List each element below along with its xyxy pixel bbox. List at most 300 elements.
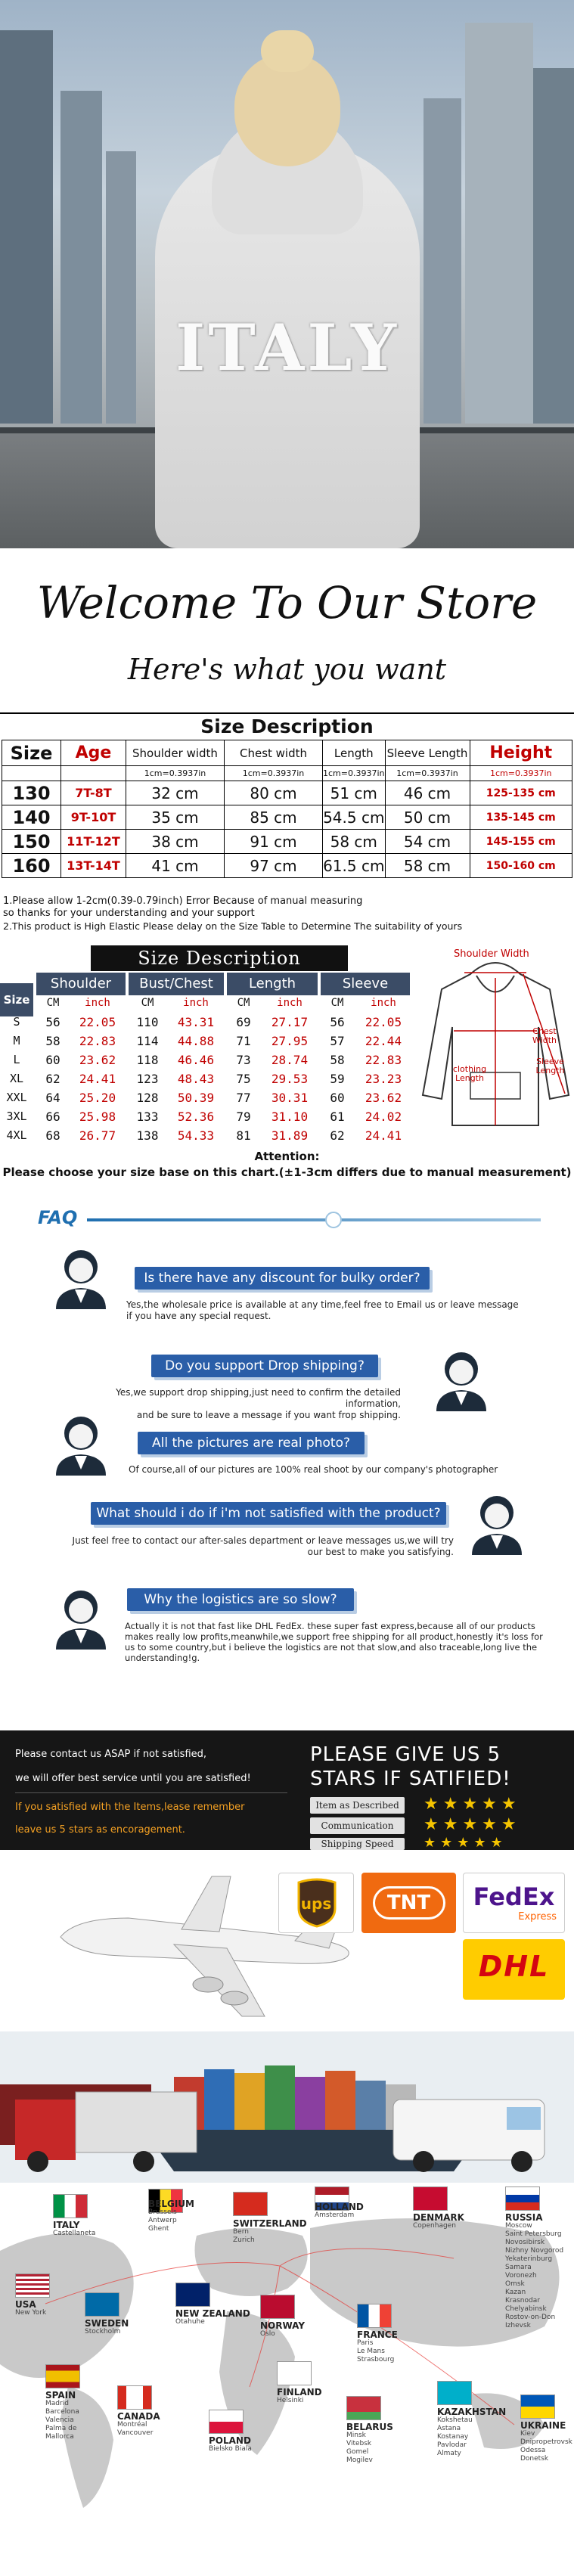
- cell-chest-cm: 114: [136, 1034, 159, 1048]
- cell-shoulder-inch: 26.77: [79, 1128, 116, 1143]
- cell-chest-inch: 48.43: [177, 1072, 215, 1086]
- city-name: New York: [15, 2309, 47, 2317]
- cell-chest-inch: 52.36: [177, 1110, 215, 1124]
- city-name: Bielsko Biala: [209, 2445, 252, 2453]
- city-name: Rostov-on-Don: [505, 2314, 556, 2321]
- country-norway: [260, 2321, 305, 2339]
- size-table-2: [0, 944, 574, 1193]
- country-name: ITALY: [53, 2220, 80, 2230]
- faq-title: FAQ: [38, 1207, 78, 1228]
- cell-length-inch: 28.74: [271, 1053, 309, 1067]
- cell-sleeve-cm: 59: [330, 1072, 345, 1086]
- city-name: Bern: [233, 2228, 249, 2236]
- cell-shoulder: 32 cm: [126, 781, 225, 805]
- city-name: Otahuhe: [175, 2318, 205, 2326]
- cell-length-inch: 31.89: [271, 1128, 309, 1143]
- cell-sleeve-inch: 22.44: [365, 1034, 402, 1048]
- city-name: Kokshetau: [437, 2416, 473, 2424]
- country-canada: [117, 2412, 160, 2438]
- table-row: [2, 854, 572, 878]
- city-name: Saint Petersburg: [505, 2230, 562, 2238]
- cell-chest-cm: 138: [136, 1128, 159, 1143]
- city-name: Samara: [505, 2264, 532, 2271]
- stars-headline: [310, 1743, 567, 1791]
- cell-sleeve: 50 cm: [385, 805, 470, 830]
- faq-answer-4: [45, 1535, 454, 1558]
- cell-age: 11T-12T: [61, 830, 126, 854]
- diagram-length-label: clothing Length: [452, 1064, 487, 1083]
- headline-line: STARS IF SATIFIED!: [310, 1768, 511, 1790]
- answer-line: Just feel free to contact our after-sales department or leave messages us,we will try: [72, 1535, 454, 1546]
- hero-image: [0, 0, 574, 548]
- header-shoulder: Shoulder: [36, 973, 126, 995]
- city-name: Dnipropetrovsk: [520, 2438, 572, 2446]
- city-name: Helsinki: [277, 2397, 304, 2404]
- cell-shoulder-cm: 60: [45, 1053, 61, 1067]
- answer-line: our best to make you satisfying.: [307, 1547, 454, 1557]
- faq-question-5: Why the logistics are so slow?: [127, 1588, 354, 1611]
- header-chest: Chest width: [225, 740, 323, 766]
- cell-shoulder-inch: 25.98: [79, 1110, 116, 1124]
- cell-size: XXL: [6, 1091, 27, 1104]
- faq-question-4: What should i do if i'm not satisfied with the product?: [91, 1502, 446, 1525]
- faq-answer-5: [125, 1621, 543, 1663]
- unit-inch: inch: [85, 997, 110, 1009]
- city-name: Yekaterinburg: [505, 2255, 553, 2263]
- fedex-express-text: Express: [518, 1911, 557, 1923]
- country-denmark: [413, 2213, 464, 2230]
- cell-age: 13T-14T: [61, 854, 126, 878]
- cell-shoulder: 38 cm: [126, 830, 225, 854]
- hoodie-print: ITALY: [175, 310, 400, 385]
- city-name: Nizhny Novgorod: [505, 2247, 564, 2255]
- ukraine-flag-icon: [520, 2394, 555, 2419]
- sweden-flag-icon: [85, 2292, 119, 2317]
- poland-flag-icon: [209, 2410, 244, 2434]
- size-table-1-title: Size Description: [200, 715, 374, 737]
- cell-height: 150-160 cm: [470, 854, 572, 878]
- cell-age: 9T-10T: [61, 805, 126, 830]
- cell-sleeve-cm: 58: [330, 1053, 345, 1067]
- cell-sleeve-inch: 24.02: [365, 1110, 402, 1124]
- rating-label: Shipping Speed: [310, 1838, 405, 1850]
- faq-divider-knob: [325, 1212, 342, 1228]
- city-name: Stockholm: [85, 2328, 121, 2335]
- cell-sleeve-inch: 22.05: [365, 1015, 402, 1029]
- city-name: Valencia: [45, 2416, 74, 2424]
- italy-flag-icon: [53, 2194, 88, 2218]
- cell-sleeve-inch: 23.23: [365, 1072, 402, 1086]
- cell-sleeve: 46 cm: [385, 781, 470, 805]
- country-name: FRANCE: [357, 2329, 398, 2340]
- table-row: [0, 1089, 416, 1107]
- support-agent-icon: [47, 1583, 115, 1651]
- star-icon: ★★★★★: [424, 1795, 521, 1814]
- kazakhstan-flag-icon: [437, 2381, 472, 2405]
- cell-length-cm: 69: [236, 1015, 251, 1029]
- cell-length-cm: 75: [236, 1072, 251, 1086]
- cell-chest-inch: 43.31: [177, 1015, 215, 1029]
- country-belarus: [346, 2422, 393, 2465]
- city-name: Amsterdam: [315, 2211, 355, 2219]
- country-russia: [505, 2213, 563, 2330]
- cell-shoulder-inch: 25.20: [79, 1091, 116, 1105]
- cell-shoulder-cm: 66: [45, 1110, 61, 1124]
- faq-question-1: Is there have any discount for bulky order?: [135, 1267, 430, 1290]
- support-agent-icon: [427, 1345, 495, 1413]
- cell-sleeve-cm: 62: [330, 1128, 345, 1143]
- support-agent-icon: [463, 1488, 531, 1556]
- cell-chest-cm: 133: [136, 1110, 159, 1124]
- faq-question-3: All the pictures are real photo?: [138, 1432, 365, 1454]
- belarus-flag-icon: [346, 2396, 381, 2420]
- country-name: HOLLAND: [315, 2202, 364, 2212]
- country-name: FINLAND: [277, 2387, 322, 2398]
- header-sleeve: Sleeve Length: [385, 740, 470, 766]
- answer-line: and be sure to leave a message if you want frop shipping.: [136, 1410, 401, 1420]
- country-new-zealand: [175, 2309, 250, 2326]
- city-name: Madrid: [45, 2400, 69, 2407]
- diagram-shoulder-label: Shoulder Width: [454, 948, 529, 960]
- diagram-sleeve-label: Sleeve Length: [535, 1057, 565, 1075]
- cell-chest: 97 cm: [225, 854, 323, 878]
- cell-height: 145-155 cm: [470, 830, 572, 854]
- cell-shoulder-inch: 23.62: [79, 1053, 116, 1067]
- cell-length-cm: 77: [236, 1091, 251, 1105]
- cell-shoulder-cm: 56: [45, 1015, 61, 1029]
- city-name: Donetsk: [520, 2455, 549, 2463]
- cell-length-cm: 73: [236, 1053, 251, 1067]
- table-row: [0, 1013, 416, 1032]
- unit-cell: [2, 766, 61, 781]
- table-row: [0, 1108, 416, 1126]
- cell-length: 58 cm: [323, 830, 386, 854]
- city-name: Novosibirsk: [505, 2239, 545, 2246]
- cell-shoulder-cm: 68: [45, 1128, 61, 1143]
- country-name: BELARUS: [346, 2422, 393, 2432]
- header-sleeve: Sleeve: [321, 973, 410, 995]
- cell-chest-inch: 54.33: [177, 1128, 215, 1143]
- country-name: SWEDEN: [85, 2318, 129, 2329]
- city-name: Palma de: [45, 2425, 77, 2432]
- city-name: Almaty: [437, 2450, 461, 2457]
- country-switzerland: [233, 2219, 307, 2245]
- city-name: Moscow: [505, 2222, 532, 2230]
- cell-size: M: [13, 1034, 20, 1047]
- diagram-chest-label: Chest Width: [532, 1026, 557, 1045]
- city-name: Mogilev: [346, 2457, 373, 2464]
- header-age: Age: [61, 740, 126, 766]
- headline-line: PLEASE GIVE US 5: [310, 1743, 501, 1766]
- faq-section: [0, 1193, 574, 1730]
- city-name: Vancouver: [117, 2429, 154, 2437]
- country-name: DENMARK: [413, 2212, 464, 2223]
- unit-inch: inch: [277, 997, 303, 1009]
- faq-divider: [87, 1218, 541, 1221]
- canada-flag-icon: [117, 2385, 152, 2410]
- country-name: RUSSIA: [505, 2212, 543, 2223]
- size-table-1-grid: [2, 740, 572, 878]
- cell-length: 54.5 cm: [323, 805, 386, 830]
- cell-chest-inch: 46.46: [177, 1053, 215, 1067]
- cell-chest-inch: 50.39: [177, 1091, 215, 1105]
- cell-length: 51 cm: [323, 781, 386, 805]
- cell-chest: 85 cm: [225, 805, 323, 830]
- ups-logo-text: ups: [300, 1895, 332, 1913]
- cell-length-inch: 29.53: [271, 1072, 309, 1086]
- denmark-flag-icon: [413, 2186, 448, 2211]
- unit-cm: CM: [330, 997, 344, 1009]
- size-column-header: Size: [0, 983, 33, 1016]
- country-usa: [15, 2300, 46, 2317]
- city-name: Oslo: [260, 2330, 275, 2338]
- faq-answer-1: [126, 1299, 519, 1322]
- cell-chest-cm: 123: [136, 1072, 159, 1086]
- unit-inch: inch: [183, 997, 209, 1009]
- star-icon: ★★★★★: [424, 1835, 507, 1850]
- city-name: Astana: [437, 2425, 461, 2432]
- country-belgium: [148, 2199, 194, 2233]
- city-name: Ghent: [148, 2225, 169, 2233]
- header-height: Height: [470, 740, 572, 766]
- table-row: [0, 1051, 416, 1069]
- cell-chest-cm: 110: [136, 1015, 159, 1029]
- cell-length-inch: 27.17: [271, 1015, 309, 1029]
- rating-label: Communication: [310, 1817, 405, 1834]
- answer-line: understanding!g.: [125, 1653, 200, 1663]
- cell-shoulder-cm: 58: [45, 1034, 61, 1048]
- new-zealand-flag-icon: [175, 2283, 210, 2307]
- cell-shoulder-inch: 22.05: [79, 1015, 116, 1029]
- cell-sleeve: 54 cm: [385, 830, 470, 854]
- unit-cm: CM: [141, 997, 154, 1009]
- usa-flag-icon: [15, 2273, 50, 2298]
- cell-size: 3XL: [6, 1110, 27, 1123]
- tnt-logo-text: TNT: [373, 1886, 445, 1920]
- star-icon: ★★★★★: [424, 1815, 521, 1834]
- size-note-2: so thanks for your understanding and your support: [3, 908, 255, 919]
- unit-cell: 1cm=0.3937in: [225, 766, 323, 781]
- welcome-title: Welcome To Our Store: [36, 577, 538, 628]
- unit-cell: 1cm=0.3937in: [470, 766, 572, 781]
- encourage-line-1: If you satisfied with the Items,lease remember: [15, 1802, 245, 1813]
- choose-size-note: Please choose your size base on this chart.(±1-3cm differs due to manual measurement): [2, 1165, 572, 1179]
- table-row: [2, 805, 572, 830]
- header-bust-chest: Bust/Chest: [129, 973, 224, 995]
- rating-row: [310, 1817, 537, 1836]
- answer-line: Actually it is not that fast like DHL FedEx. these super fast express,because all of our products: [125, 1621, 535, 1631]
- city-name: Kiev: [520, 2430, 535, 2438]
- cell-size: 140: [2, 805, 61, 830]
- size-note-3: 2.This product is High Elastic Please delay on the Size Table to Determine The suitability of yours: [3, 920, 463, 932]
- cell-sleeve-cm: 60: [330, 1091, 345, 1105]
- country-name: UKRAINE: [520, 2420, 566, 2431]
- header-shoulder: Shoulder width: [126, 740, 225, 766]
- support-agent-icon: [47, 1409, 115, 1477]
- cell-age: 7T-8T: [61, 781, 126, 805]
- city-name: Chelyabinsk: [505, 2305, 547, 2313]
- answer-line: if you have any special request.: [126, 1311, 271, 1321]
- support-agent-icon: [47, 1243, 115, 1311]
- norway-flag-icon: [260, 2295, 295, 2319]
- country-finland: [277, 2388, 322, 2405]
- cell-length-inch: 30.31: [271, 1091, 309, 1105]
- header-size: Size: [2, 740, 61, 766]
- faq-question-2: Do you support Drop shipping?: [151, 1355, 378, 1377]
- city-name: Pavlodar: [437, 2441, 467, 2449]
- fedex-logo: [463, 1873, 565, 1933]
- size-table-2-title: Size Description: [91, 945, 348, 971]
- hair-bun: [261, 30, 314, 72]
- cell-sleeve: 58 cm: [385, 854, 470, 878]
- banner-divider: [15, 1792, 287, 1793]
- city-name: Krasnodar: [505, 2297, 540, 2304]
- city-name: Minsk: [346, 2432, 366, 2439]
- city-name: Paris: [357, 2339, 374, 2347]
- cell-height: 135-145 cm: [470, 805, 572, 830]
- welcome-subtitle: Here's what you want: [127, 653, 447, 686]
- cell-length-inch: 31.10: [271, 1110, 309, 1124]
- country-sweden: [85, 2319, 129, 2336]
- cell-size: 160: [2, 854, 61, 878]
- city-name: Copenhagen: [413, 2222, 456, 2230]
- country-ukraine: [520, 2421, 572, 2463]
- table-row: [2, 830, 572, 854]
- city-name: Vitebsk: [346, 2440, 372, 2447]
- city-name: Kostanay: [437, 2433, 469, 2441]
- country-spain: [45, 2391, 79, 2441]
- country-name: NEW ZEALAND: [175, 2308, 250, 2319]
- answer-line: Yes,we support drop shipping,just need to confirm the detailed information,: [116, 1387, 401, 1409]
- unit-cell: 1cm=0.3937in: [126, 766, 225, 781]
- country-italy: [53, 2221, 95, 2238]
- cell-chest: 80 cm: [225, 781, 323, 805]
- dhl-logo-text: DHL: [478, 1950, 550, 1983]
- cargo-scene: [0, 2031, 574, 2183]
- country-name: USA: [15, 2299, 36, 2310]
- faq-answer-3: [129, 1464, 498, 1476]
- cell-chest-inch: 44.88: [177, 1034, 215, 1048]
- encourage-line-2: leave us 5 stars as encoragement.: [15, 1824, 185, 1836]
- cell-length: 61.5 cm: [323, 854, 386, 878]
- cell-sleeve-inch: 22.83: [365, 1053, 402, 1067]
- spain-flag-icon: [45, 2364, 80, 2388]
- cell-chest-cm: 118: [136, 1053, 159, 1067]
- answer-line: makes really low profits,meanwhile,we support free shipping for all product,honestly it's loss for: [125, 1631, 543, 1642]
- city-name: Brussels: [148, 2208, 177, 2216]
- answer-line: Of course,all of our pictures are 100% real shoot by our company's photographer: [129, 1464, 498, 1475]
- cell-size: L: [13, 1053, 20, 1066]
- table-row: [0, 1127, 416, 1145]
- shipping-section: [0, 1850, 574, 2576]
- country-name: BELGIUM: [148, 2199, 194, 2209]
- hoodie-measure-diagram: [417, 944, 574, 1148]
- city-name: Mallorca: [45, 2433, 74, 2441]
- rating-row: [310, 1797, 537, 1815]
- cell-height: 125-135 cm: [470, 781, 572, 805]
- table-row: [2, 781, 572, 805]
- unit-inch: inch: [371, 997, 396, 1009]
- feedback-banner: [0, 1730, 574, 1850]
- contact-line-1: Please contact us ASAP if not satisfied,: [15, 1749, 207, 1760]
- unit-cell: 1cm=0.3937in: [323, 766, 386, 781]
- city-name: Montréal: [117, 2421, 147, 2429]
- city-name: Kazan: [505, 2289, 526, 2296]
- cell-sleeve-cm: 57: [330, 1034, 345, 1048]
- country-name: CANADA: [117, 2411, 160, 2422]
- cell-shoulder-cm: 62: [45, 1072, 61, 1086]
- rating-label: Item as Described: [310, 1797, 405, 1814]
- country-name: KAZAKHSTAN: [437, 2407, 507, 2417]
- contact-line-2: we will offer best service until you are satisfied!: [15, 1773, 251, 1784]
- country-name: SPAIN: [45, 2390, 76, 2401]
- country-kazakhstan: [437, 2407, 506, 2458]
- cell-shoulder-inch: 24.41: [79, 1072, 116, 1086]
- city-name: Voronezh: [505, 2272, 537, 2280]
- answer-line: Yes,the wholesale price is available at any time,feel free to Email us or leave message: [126, 1299, 519, 1310]
- header-length: Length: [227, 973, 318, 995]
- city-name: Castellaneta: [53, 2230, 96, 2237]
- size-table-1: [0, 712, 574, 941]
- country-france: [357, 2330, 398, 2364]
- attention-label: Attention:: [254, 1150, 320, 1163]
- cell-size: S: [13, 1015, 20, 1029]
- city-name: Antwerp: [148, 2217, 177, 2224]
- cell-size: 130: [2, 781, 61, 805]
- country-holland: [315, 2202, 364, 2220]
- city-name: Izhevsk: [505, 2322, 531, 2329]
- city-name: Zurich: [233, 2236, 255, 2244]
- country-name: NORWAY: [260, 2320, 306, 2331]
- unit-cell: 1cm=0.3937in: [385, 766, 470, 781]
- cell-length-cm: 79: [236, 1110, 251, 1124]
- rating-row: [310, 1835, 537, 1850]
- unit-cm: CM: [237, 997, 250, 1009]
- cell-size: 150: [2, 830, 61, 854]
- cell-sleeve-inch: 23.62: [365, 1091, 402, 1105]
- cell-length-cm: 81: [236, 1128, 251, 1143]
- cell-size: 4XL: [6, 1128, 27, 1142]
- city-name: Barcelona: [45, 2408, 79, 2416]
- country-name: POLAND: [209, 2435, 251, 2446]
- russia-flag-icon: [505, 2186, 540, 2211]
- city-name: Le Mans: [357, 2348, 385, 2355]
- header-length: Length: [323, 740, 386, 766]
- cell-shoulder-inch: 22.83: [79, 1034, 116, 1048]
- unit-cell: [61, 766, 126, 781]
- city-name: Gomel: [346, 2448, 369, 2456]
- cell-sleeve-cm: 61: [330, 1110, 345, 1124]
- city-name: Strasbourg: [357, 2356, 395, 2363]
- fedex-logo-text: FedEx: [473, 1882, 555, 1911]
- answer-line: us to some country,but i believe the logistics are not that slow,and also traceable,long live the: [125, 1642, 538, 1653]
- cell-sleeve-cm: 56: [330, 1015, 345, 1029]
- welcome-banner: [0, 548, 574, 707]
- country-name: SWITZERLAND: [233, 2218, 307, 2229]
- cell-shoulder-cm: 64: [45, 1091, 61, 1105]
- unit-cm: CM: [46, 997, 60, 1009]
- city-name: Odessa: [520, 2447, 546, 2454]
- dhl-logo: [463, 1939, 565, 2000]
- cell-length-inch: 27.95: [271, 1034, 309, 1048]
- country-poland: [209, 2436, 252, 2453]
- cell-chest: 91 cm: [225, 830, 323, 854]
- france-flag-icon: [357, 2304, 392, 2328]
- tnt-logo: [361, 1873, 456, 1933]
- cell-sleeve-inch: 24.41: [365, 1128, 402, 1143]
- cell-chest-cm: 128: [136, 1091, 159, 1105]
- city-name: Omsk: [505, 2280, 525, 2288]
